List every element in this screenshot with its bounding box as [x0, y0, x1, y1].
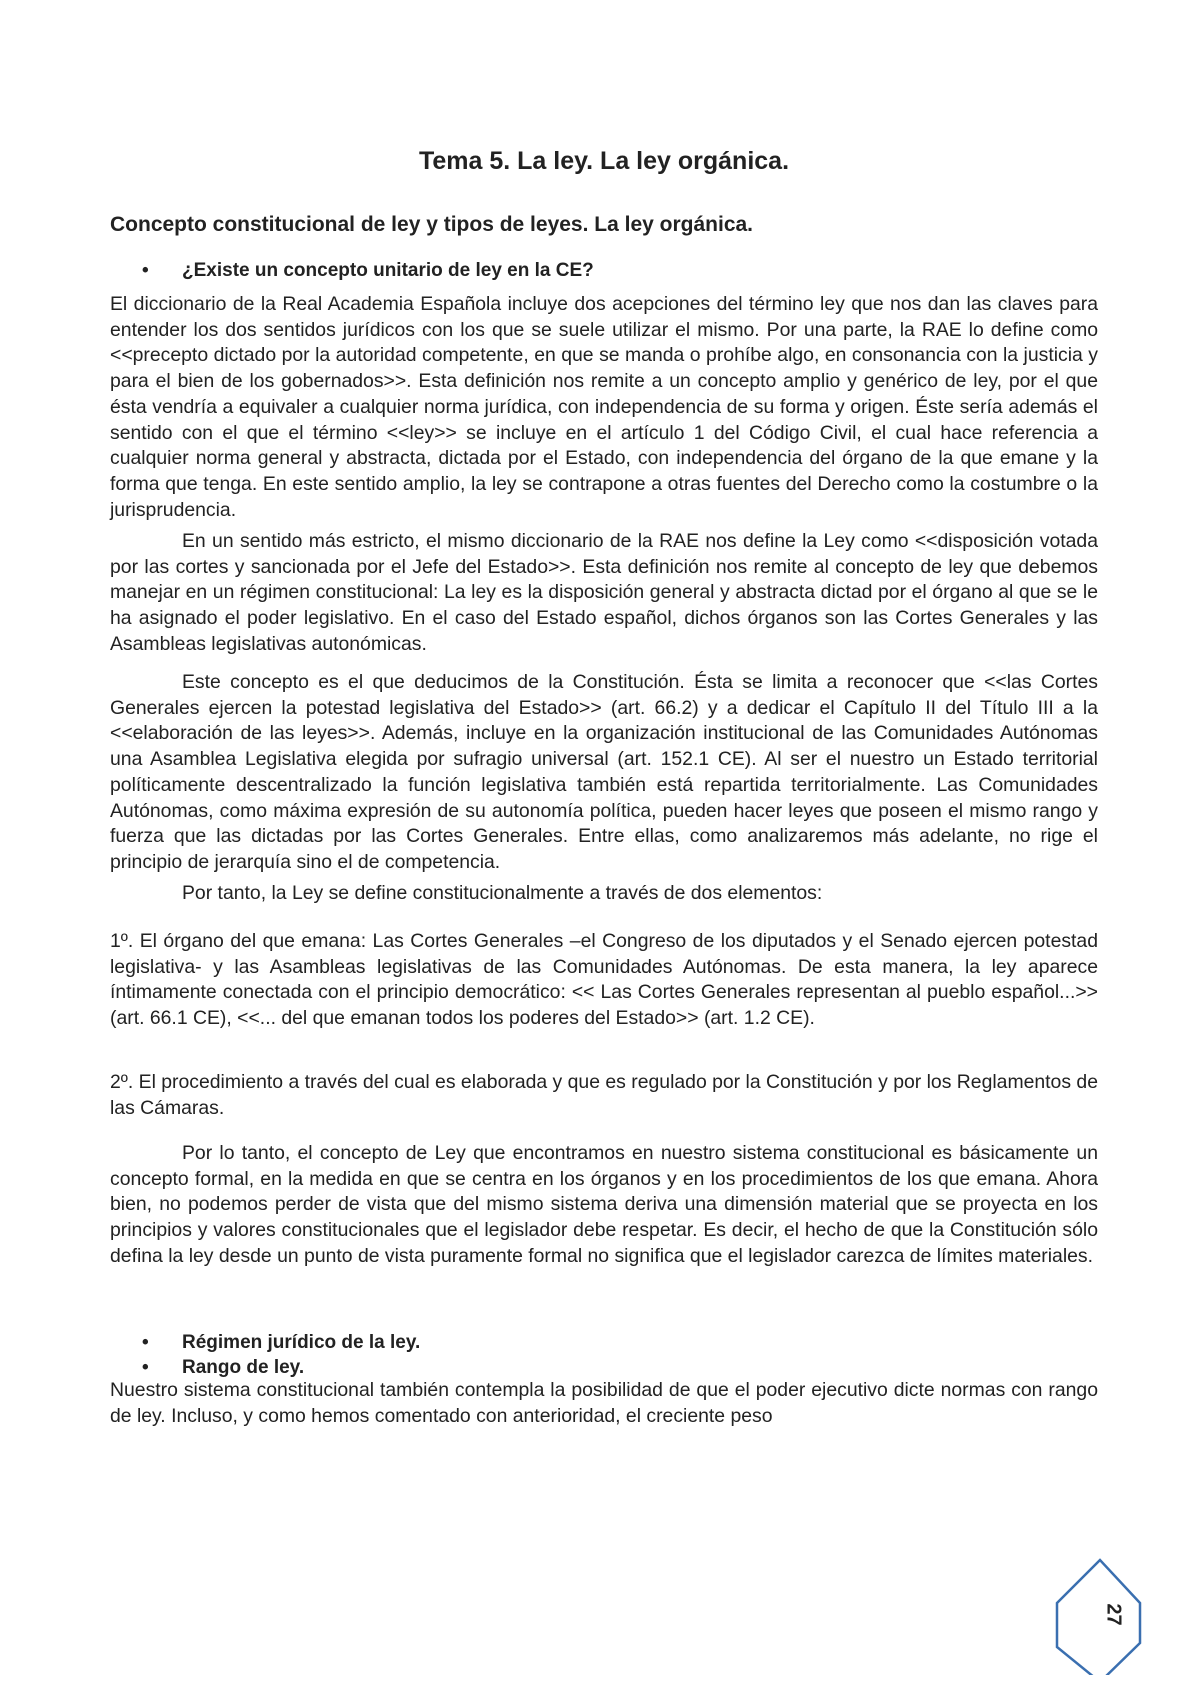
paragraph: En un sentido más estricto, el mismo diccionario de la RAE nos define la Ley como <<disposición votada por las cortes y sancionada por el Jefe del Estado>>. Esta definición nos remite al concepto de ley que debemos manejar en un régimen constitucional: La ley es la disposición general y abstracta dictad por el órgano al que se le ha asignado el poder legislativo. En el caso del Estado español, dichos órganos son las Cortes Generales y las Asambleas legislativas autonómicas. [110, 530, 1098, 655]
page-number-badge [1050, 1555, 1170, 1675]
paragraph: El diccionario de la Real Academia Española incluye dos acepciones del término ley que nos dan las claves para entender los dos sentidos jurídicos con los que se suele utilizar el mismo. Por una parte, la RAE lo define como <<precepto dictado por la autoridad competente, en que se manda o prohíbe algo, en consonancia con la justicia y para el bien de los gobernados>>. Esta definición nos remite a un concepto amplio y genérico de ley, por el que ésta vendría a equivaler a cualquier norma jurídica, con independencia de su forma y origen. Éste sería además el sentido con el que el término <<ley>> se incluye en el artículo 1 del Código Civil, el cual hace referencia a cualquier norma general y abstracta, dictada por el Estado, con independencia del órgano de la que emane y la forma que tenga. En este sentido amplio, la ley se contrapone a otras fuentes del Derecho como la costumbre o la jurisprudencia. [110, 293, 1098, 521]
paragraph: Por lo tanto, el concepto de Ley que encontramos en nuestro sistema constitucional es básicamente un concepto formal, en la medida en que se centra en los órganos y en los procedimientos de los que emana. Ahora bien, no podemos perder de vista que del mismo sistema deriva una dimensión material que se proyecta en los principios y valores constitucionales que el legislador debe respetar. Es decir, el hecho de que la Constitución sólo defina la ley desde un punto de vista puramente formal no significa que el legislador carezca de límites materiales. [110, 1142, 1098, 1267]
bullet-label: ¿Existe un concepto unitario de ley en la CE? [182, 260, 594, 281]
bullet-label: Rango de ley. [182, 1357, 305, 1378]
paragraph: 2º. El procedimiento a través del cual es elaborada y que es regulado por la Constitución y por los Reglamentos de las Cámaras. [110, 1071, 1098, 1119]
bullet-icon: • [142, 1332, 149, 1353]
bullet-icon: • [142, 260, 149, 281]
section-heading: Concepto constitucional de ley y tipos de leyes. La ley orgánica. [110, 213, 754, 236]
page-number: 27 [1102, 1603, 1125, 1626]
paragraph: Este concepto es el que deducimos de la Constitución. Ésta se limita a reconocer que <<las Cortes Generales ejercen la potestad legislativa del Estado>> (art. 66.2) y a dedicar el Capítulo II del Título III a la <<elaboración de las leyes>>. Además, incluye en la organización institucional de las Comunidades Autónomas una Asamblea Legislativa elegida por sufragio universal (art. 152.1 CE). Al ser el nuestro un Estado territorial políticamente descentralizado la función legislativa también está repartida territorialmente. Las Comunidades Autónomas, como máxima expresión de su autonomía política, pueden hacer leyes que poseen el mismo rango y fuerza que las dictadas por las Cortes Generales. Entre ellas, como analizaremos más adelante, no rige el principio de jerarquía sino el de competencia. [110, 671, 1098, 873]
paragraph: Nuestro sistema constitucional también contempla la posibilidad de que el poder ejecutivo dicte normas con rango de ley. Incluso, y como hemos comentado con anterioridad, el creciente peso [110, 1379, 1098, 1427]
bullet-label: Régimen jurídico de la ley. [182, 1332, 421, 1353]
bullet-icon: • [142, 1357, 149, 1378]
paragraph: Por tanto, la Ley se define constitucionalmente a través de dos elementos: [182, 882, 823, 904]
paragraph: 1º. El órgano del que emana: Las Cortes Generales –el Congreso de los diputados y el Senado ejercen potestad legislativa- y las Asambleas legislativas de las Comunidades Autónomas. De esta manera, la ley aparece íntimamente conectada con el principio democrático: << Las Cortes Generales representan al pueblo español...>> (art. 66.1 CE), <<... del que emanan todos los poderes del Estado>> (art. 1.2 CE). [110, 930, 1098, 1030]
document-title: Tema 5. La ley. La ley orgánica. [418, 147, 790, 175]
